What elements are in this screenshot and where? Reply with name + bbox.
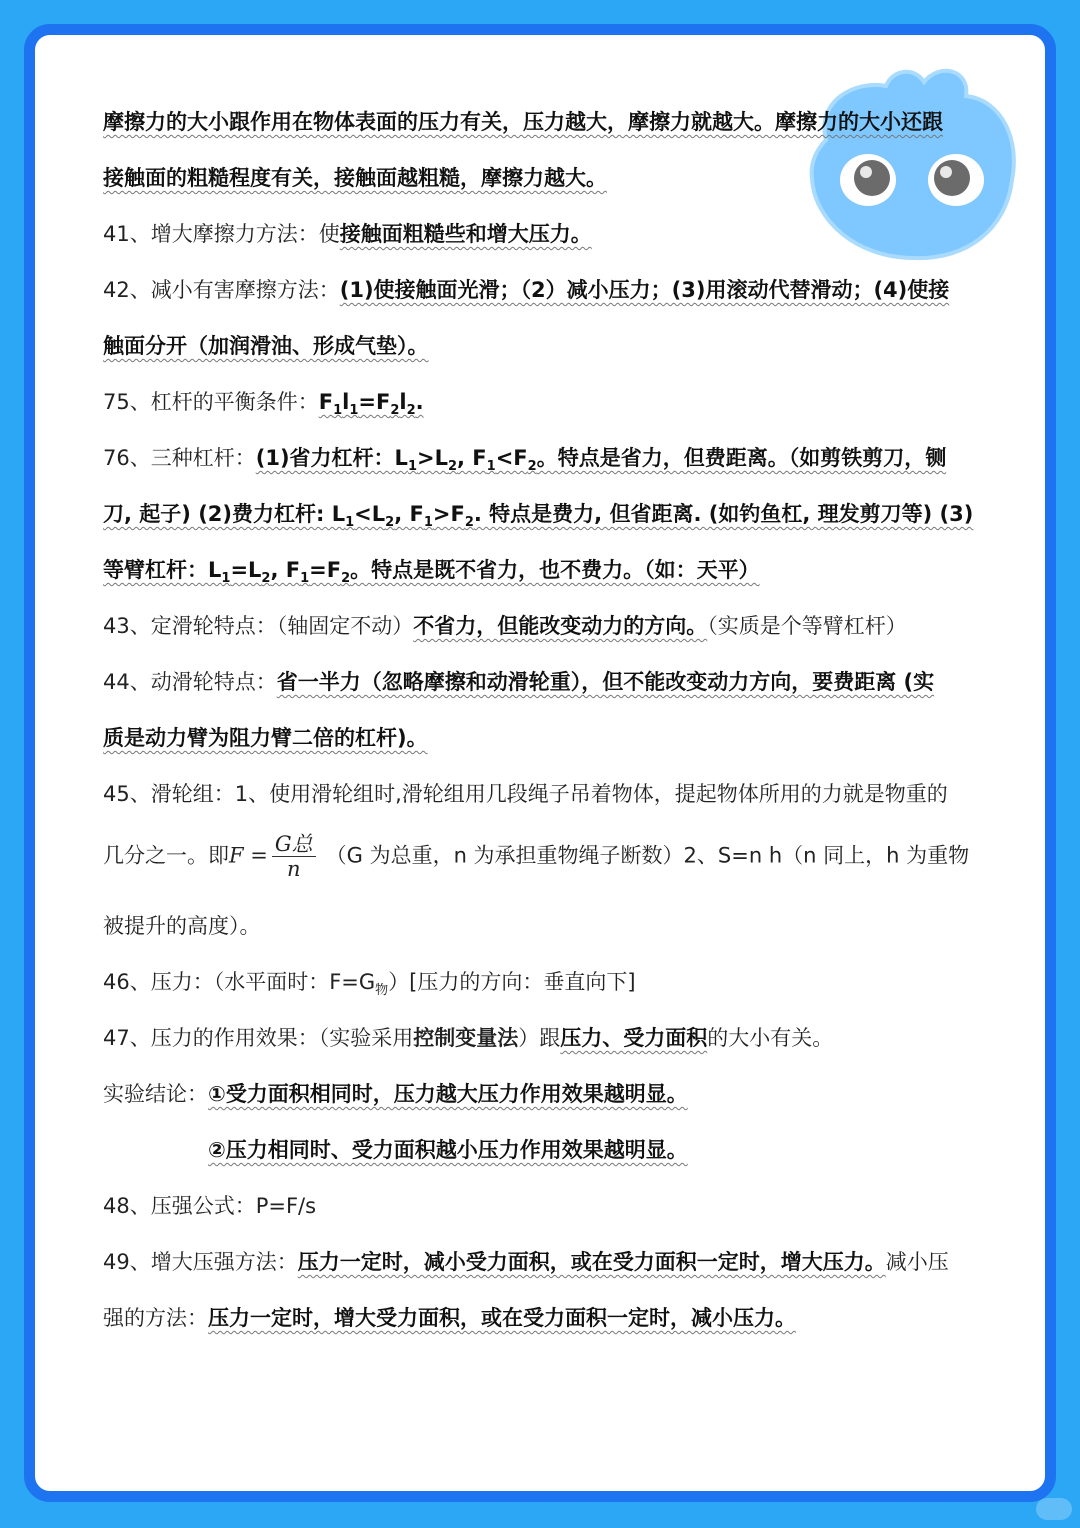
item-42: 42、减小有害摩擦方法：(1)使接触面光滑；（2）减小压力；(3)用滚动代替滑动；(4)使接 bbox=[103, 278, 950, 302]
item-49-cont: 强的方法：压力一定时，增大受力面积，或在受力面积一定时，减小压力。 bbox=[103, 1306, 796, 1330]
item-43: 43、定滑轮特点：（轴固定不动）不省力，但能改变动力的方向。（实质是个等臂杠杆） bbox=[103, 614, 907, 638]
item-48: 48、压强公式：P=F/s bbox=[103, 1194, 317, 1218]
blob-mascot-icon bbox=[806, 60, 1020, 270]
item-76-cont-1: 刀, 起子) (2)费力杠杆: $L_1<L_2$, $F_1>F_2$. 特点是费力, 但省距离. (如钓鱼杠, 理发剪刀等) (3) bbox=[103, 502, 974, 531]
item-44-cont: 质是动力臂为阻力臂二倍的杠杆)。 bbox=[103, 726, 428, 750]
conclusion-2: ②压力相同时、受力面积越小压力作用效果越明显。 bbox=[208, 1138, 688, 1162]
watermark-badge bbox=[1036, 1498, 1072, 1520]
item-76-cont-2: 等臂杠杆：$L_1=L_2$, $F_1=F_2$。特点是既不省力，也不费力。（如：天平） bbox=[103, 558, 760, 587]
item-47: 47、压力的作用效果：（实验采用控制变量法）跟压力、受力面积的大小有关。 bbox=[103, 1026, 834, 1050]
conclusion-1: 实验结论：①受力面积相同时，压力越大压力作用效果越明显。 bbox=[103, 1082, 688, 1106]
item-42-cont: 触面分开（加润滑油、形成气垫）。 bbox=[103, 334, 429, 358]
item-45-cont: 被提升的高度）。 bbox=[103, 914, 261, 938]
item-45: 45、滑轮组：1、使用滑轮组时,滑轮组用几段绳子吊着物体，提起物体所用的力就是物重的 bbox=[103, 782, 948, 806]
item-49: 49、增大压强方法：压力一定时，减小受力面积，或在受力面积一定时，增大压力。减小压 bbox=[103, 1250, 949, 1274]
item-44: 44、动滑轮特点：省一半力（忽略摩擦和动滑轮重），但不能改变动力方向，要费距离 (实 bbox=[103, 670, 935, 694]
text-line-2: 接触面的粗糙程度有关，接触面越粗糙，摩擦力越大。 bbox=[103, 166, 607, 190]
fraction: $\frac{\text{G总}}{n}$ bbox=[272, 832, 316, 881]
item-46: 46、压力：（水平面时：$F=G_物$）[压力的方向：垂直向下] bbox=[103, 970, 636, 999]
item-75: 75、杠杆的平衡条件：$F_1l_1=F_2l_2$. bbox=[103, 390, 424, 419]
item-76: 76、三种杠杆：(1)省力杠杆：$L_1>L_2$, $F_1<F_2$。特点是省力，但费距离。（如剪铁剪刀，铡 bbox=[103, 446, 947, 475]
item-45-formula-line: 几分之一。即F = $\frac{\text{G总}}{n}$ （G 为总重，n 为承担重物绳子断数）2、S=n h（n 同上，h 为重物 bbox=[103, 832, 970, 881]
text-line-1: 摩擦力的大小跟作用在物体表面的压力有关，压力越大，摩擦力就越大。摩擦力的大小还跟 bbox=[103, 110, 943, 134]
item-41: 41、增大摩擦力方法：使接触面粗糙些和增大压力。 bbox=[103, 222, 592, 246]
